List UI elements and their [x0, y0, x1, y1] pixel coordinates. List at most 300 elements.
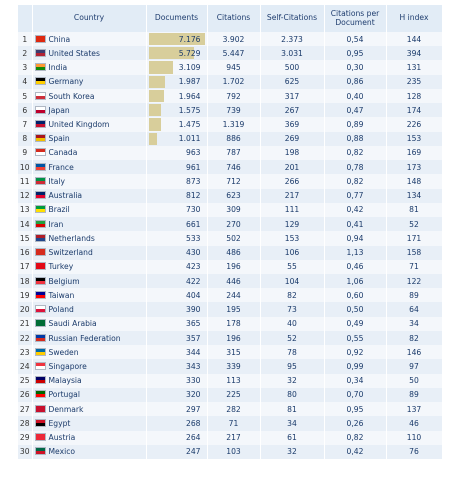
documents-cell [146, 331, 207, 345]
country-name: Malaysia [48, 376, 82, 386]
documents-cell [146, 189, 207, 203]
header-country[interactable]: Country [32, 5, 146, 32]
h-index-cell: 173 [386, 160, 442, 174]
citations-cell: 787 [207, 146, 260, 160]
country-name: Iran [48, 219, 64, 229]
self-citations-cell: 73 [260, 302, 324, 316]
documents-value: 1.987 [178, 77, 201, 87]
citations-per-document-cell: 0,82 [324, 174, 386, 188]
country-cell[interactable] [32, 302, 146, 316]
country-name: India [48, 63, 68, 73]
documents-cell [146, 146, 207, 160]
documents-value: 423 [186, 262, 201, 272]
documents-cell [146, 174, 207, 188]
rank-cell: 8 [18, 132, 32, 146]
self-citations-cell: 317 [260, 89, 324, 103]
country-cell[interactable] [32, 174, 146, 188]
citations-per-document-cell: 0,40 [324, 89, 386, 103]
country-name: Germany [48, 77, 84, 87]
country-flag-icon [35, 447, 46, 455]
country-cell[interactable] [32, 189, 146, 203]
citations-per-document-cell: 0,60 [324, 288, 386, 302]
h-index-cell: 131 [386, 60, 442, 74]
rank-cell: 19 [18, 288, 32, 302]
documents-cell [146, 132, 207, 146]
country-flag-icon [35, 77, 46, 85]
h-index-cell: 169 [386, 146, 442, 160]
self-citations-cell: 2.373 [260, 32, 324, 46]
table-row[interactable] [18, 388, 442, 402]
self-citations-cell: 95 [260, 359, 324, 373]
country-cell[interactable] [32, 32, 146, 46]
table-row[interactable] [18, 132, 442, 146]
documents-bar [149, 190, 155, 202]
h-index-cell: 171 [386, 231, 442, 245]
country-name: Italy [48, 176, 65, 186]
documents-value: 344 [186, 347, 201, 357]
citations-cell: 217 [207, 431, 260, 445]
country-name: Egypt [48, 418, 71, 428]
citations-per-document-cell: 0,95 [324, 46, 386, 60]
documents-cell [146, 46, 207, 60]
country-cell[interactable] [32, 89, 146, 103]
country-cell[interactable] [32, 331, 146, 345]
citations-cell: 502 [207, 231, 260, 245]
table-row[interactable] [18, 445, 442, 459]
citations-per-document-cell: 0,77 [324, 189, 386, 203]
table-row[interactable] [18, 416, 442, 430]
documents-value: 730 [186, 205, 201, 215]
h-index-cell: 226 [386, 117, 442, 131]
h-index-cell: 148 [386, 174, 442, 188]
citations-cell: 339 [207, 359, 260, 373]
self-citations-cell: 40 [260, 317, 324, 331]
documents-bar [149, 218, 154, 230]
table-row[interactable] [18, 146, 442, 160]
country-name: Spain [48, 134, 70, 144]
country-cell[interactable] [32, 217, 146, 231]
rank-cell: 10 [18, 160, 32, 174]
h-index-cell: 64 [386, 302, 442, 316]
table-row[interactable] [18, 32, 442, 46]
documents-bar [149, 204, 155, 216]
rank-cell: 24 [18, 359, 32, 373]
country-cell[interactable] [32, 416, 146, 430]
rank-cell: 2 [18, 46, 32, 60]
documents-bar [149, 432, 151, 444]
citations-cell: 195 [207, 302, 260, 316]
rank-cell: 9 [18, 146, 32, 160]
citations-per-document-cell: 0,42 [324, 445, 386, 459]
table-row[interactable] [18, 203, 442, 217]
country-name: United Kingdom [48, 120, 110, 130]
h-index-cell: 81 [386, 203, 442, 217]
h-index-cell: 394 [386, 46, 442, 60]
country-name: Sweden [48, 347, 79, 357]
citations-cell: 623 [207, 189, 260, 203]
documents-cell [146, 274, 207, 288]
citations-cell: 244 [207, 288, 260, 302]
country-name: China [48, 34, 71, 44]
citations-per-document-cell: 0,89 [324, 117, 386, 131]
country-cell[interactable] [32, 132, 146, 146]
country-flag-icon [35, 433, 46, 441]
h-index-cell: 134 [386, 189, 442, 203]
table-row[interactable] [18, 260, 442, 274]
citations-per-document-cell: 0,46 [324, 260, 386, 274]
documents-cell [146, 374, 207, 388]
documents-cell [146, 89, 207, 103]
documents-cell [146, 416, 207, 430]
citations-per-document-cell: 0,94 [324, 231, 386, 245]
country-name: Brazil [48, 205, 70, 215]
table-row[interactable] [18, 103, 442, 117]
self-citations-cell: 78 [260, 345, 324, 359]
documents-cell [146, 302, 207, 316]
table-row[interactable] [18, 274, 442, 288]
documents-bar [149, 175, 156, 187]
country-flag-icon [35, 35, 46, 43]
rank-cell: 12 [18, 189, 32, 203]
h-index-cell: 137 [386, 402, 442, 416]
country-cell[interactable] [32, 75, 146, 89]
documents-bar [149, 303, 152, 315]
citations-per-document-cell: 0,41 [324, 217, 386, 231]
header-documents[interactable]: Documents [146, 5, 207, 32]
country-name: Poland [48, 305, 74, 315]
documents-value: 963 [186, 148, 201, 158]
citations-per-document-cell: 0,55 [324, 331, 386, 345]
country-cell[interactable] [32, 431, 146, 445]
table-row[interactable] [18, 217, 442, 231]
h-index-cell: 146 [386, 345, 442, 359]
country-flag-icon [35, 419, 46, 427]
table-row[interactable] [18, 302, 442, 316]
self-citations-cell: 61 [260, 431, 324, 445]
citations-per-document-cell: 0,92 [324, 345, 386, 359]
h-index-cell: 50 [386, 374, 442, 388]
table-row[interactable] [18, 345, 442, 359]
country-name: South Korea [48, 91, 95, 101]
documents-bar [149, 417, 151, 429]
documents-cell [146, 203, 207, 217]
documents-value: 533 [186, 233, 201, 243]
table-row[interactable] [18, 46, 442, 60]
h-index-cell: 71 [386, 260, 442, 274]
self-citations-cell: 104 [260, 274, 324, 288]
self-citations-cell: 153 [260, 231, 324, 245]
country-cell[interactable] [32, 388, 146, 402]
documents-value: 404 [186, 290, 201, 300]
rank-cell: 3 [18, 60, 32, 74]
citations-per-document-cell: 0,86 [324, 75, 386, 89]
citations-cell: 446 [207, 274, 260, 288]
documents-bar [149, 318, 152, 330]
h-index-cell: 82 [386, 331, 442, 345]
documents-cell [146, 217, 207, 231]
h-index-cell: 97 [386, 359, 442, 373]
citations-per-document-cell: 0,42 [324, 203, 386, 217]
self-citations-cell: 32 [260, 374, 324, 388]
documents-bar [149, 61, 173, 73]
documents-cell [146, 75, 207, 89]
country-flag-icon [35, 390, 46, 398]
rank-cell: 30 [18, 445, 32, 459]
country-flag-icon [35, 148, 46, 156]
self-citations-cell: 369 [260, 117, 324, 131]
citations-cell: 71 [207, 416, 260, 430]
header-h-index[interactable]: H index [386, 5, 442, 32]
country-flag-icon [35, 376, 46, 384]
table-row[interactable] [18, 246, 442, 260]
country-cell[interactable] [32, 274, 146, 288]
documents-cell [146, 103, 207, 117]
country-name: France [48, 162, 74, 172]
country-name: Switzerland [48, 248, 93, 258]
table-row[interactable] [18, 75, 442, 89]
self-citations-cell: 267 [260, 103, 324, 117]
table-row[interactable] [18, 60, 442, 74]
documents-bar [149, 104, 161, 116]
country-flag-icon [35, 348, 46, 356]
documents-cell [146, 359, 207, 373]
documents-cell [146, 60, 207, 74]
citations-cell: 1.702 [207, 75, 260, 89]
citations-per-document-cell: 0,26 [324, 416, 386, 430]
country-flag-icon [35, 63, 46, 71]
rank-cell: 21 [18, 317, 32, 331]
country-cell[interactable] [32, 359, 146, 373]
documents-cell [146, 246, 207, 260]
table-row[interactable] [18, 331, 442, 345]
self-citations-cell: 198 [260, 146, 324, 160]
country-name: United States [48, 48, 100, 58]
table-row[interactable] [18, 174, 442, 188]
country-name: Denmark [48, 404, 84, 414]
self-citations-cell: 52 [260, 331, 324, 345]
documents-bar [149, 375, 152, 387]
country-name: Australia [48, 191, 83, 201]
citations-per-document-cell: 0,50 [324, 302, 386, 316]
table-row[interactable] [18, 374, 442, 388]
country-cell[interactable] [32, 445, 146, 459]
rank-cell: 6 [18, 103, 32, 117]
country-name: Russian Federation [48, 333, 121, 343]
citations-cell: 282 [207, 402, 260, 416]
header-self-citations[interactable]: Self-Citations [260, 5, 324, 32]
documents-cell [146, 32, 207, 46]
rank-cell: 16 [18, 246, 32, 260]
documents-bar [149, 446, 151, 458]
self-citations-cell: 625 [260, 75, 324, 89]
h-index-cell: 89 [386, 288, 442, 302]
country-name: Canada [48, 148, 78, 158]
country-ranking-table-container [18, 5, 442, 459]
citations-per-document-cell: 0,78 [324, 160, 386, 174]
self-citations-cell: 217 [260, 189, 324, 203]
documents-bar [149, 247, 152, 259]
header-citations-per-document[interactable]: Citations per Document [324, 5, 386, 32]
citations-per-document-cell: 0,95 [324, 402, 386, 416]
citations-cell: 746 [207, 160, 260, 174]
rank-cell: 1 [18, 32, 32, 46]
citations-per-document-cell: 0,47 [324, 103, 386, 117]
country-flag-icon [35, 92, 46, 100]
h-index-cell: 52 [386, 217, 442, 231]
citations-per-document-cell: 0,70 [324, 388, 386, 402]
country-flag-icon [35, 234, 46, 242]
h-index-cell: 122 [386, 274, 442, 288]
table-row[interactable] [18, 231, 442, 245]
table-row[interactable] [18, 160, 442, 174]
citations-cell: 315 [207, 345, 260, 359]
country-cell[interactable] [32, 260, 146, 274]
country-name: Taiwan [48, 290, 75, 300]
country-flag-icon [35, 49, 46, 57]
documents-value: 7.176 [178, 34, 201, 44]
country-cell[interactable] [32, 146, 146, 160]
country-flag-icon [35, 262, 46, 270]
self-citations-cell: 266 [260, 174, 324, 188]
country-cell[interactable] [32, 103, 146, 117]
documents-value: 5.729 [178, 48, 201, 58]
documents-bar [149, 161, 156, 173]
citations-per-document-cell: 0,30 [324, 60, 386, 74]
documents-bar [149, 403, 151, 415]
documents-bar [149, 133, 157, 145]
self-citations-cell: 3.031 [260, 46, 324, 60]
country-flag-icon [35, 177, 46, 185]
country-flag-icon [35, 205, 46, 213]
country-flag-icon [35, 405, 46, 413]
rank-cell: 5 [18, 89, 32, 103]
documents-bar [149, 275, 152, 287]
table-row[interactable] [18, 431, 442, 445]
documents-bar [149, 332, 152, 344]
rank-cell: 20 [18, 302, 32, 316]
rank-cell: 22 [18, 331, 32, 345]
country-flag-icon [35, 305, 46, 313]
citations-cell: 792 [207, 89, 260, 103]
documents-value: 430 [186, 248, 201, 258]
h-index-cell: 235 [386, 75, 442, 89]
documents-bar [149, 90, 164, 102]
country-cell[interactable] [32, 374, 146, 388]
header-rank [18, 5, 32, 32]
citations-per-document-cell: 0,54 [324, 32, 386, 46]
citations-cell: 225 [207, 388, 260, 402]
documents-cell [146, 388, 207, 402]
country-flag-icon [35, 319, 46, 327]
rank-cell: 18 [18, 274, 32, 288]
documents-value: 247 [186, 447, 201, 457]
self-citations-cell: 201 [260, 160, 324, 174]
country-name: Saudi Arabia [48, 319, 97, 329]
citations-per-document-cell: 0,99 [324, 359, 386, 373]
country-cell[interactable] [32, 288, 146, 302]
citations-cell: 945 [207, 60, 260, 74]
country-name: Belgium [48, 276, 80, 286]
documents-value: 357 [186, 333, 201, 343]
citations-cell: 178 [207, 317, 260, 331]
rank-cell: 17 [18, 260, 32, 274]
country-cell[interactable] [32, 117, 146, 131]
h-index-cell: 110 [386, 431, 442, 445]
citations-per-document-cell: 0,49 [324, 317, 386, 331]
documents-value: 330 [186, 376, 201, 386]
country-flag-icon [35, 291, 46, 299]
country-cell[interactable] [32, 317, 146, 331]
documents-value: 661 [186, 219, 201, 229]
country-cell[interactable] [32, 160, 146, 174]
documents-value: 320 [186, 390, 201, 400]
documents-value: 422 [186, 276, 201, 286]
self-citations-cell: 269 [260, 132, 324, 146]
header-citations[interactable]: Citations [207, 5, 260, 32]
country-cell[interactable] [32, 402, 146, 416]
documents-bar [149, 389, 151, 401]
country-cell[interactable] [32, 345, 146, 359]
documents-value: 365 [186, 319, 201, 329]
documents-cell [146, 260, 207, 274]
table-row[interactable] [18, 402, 442, 416]
rank-cell: 27 [18, 402, 32, 416]
country-flag-icon [35, 106, 46, 114]
table-row[interactable] [18, 359, 442, 373]
country-cell[interactable] [32, 246, 146, 260]
citations-cell: 270 [207, 217, 260, 231]
citations-cell: 5.447 [207, 46, 260, 60]
table-row[interactable] [18, 189, 442, 203]
country-cell[interactable] [32, 231, 146, 245]
table-body [18, 32, 442, 459]
country-flag-icon [35, 134, 46, 142]
h-index-cell: 46 [386, 416, 442, 430]
documents-cell [146, 317, 207, 331]
country-cell[interactable] [32, 46, 146, 60]
citations-cell: 739 [207, 103, 260, 117]
documents-value: 297 [186, 404, 201, 414]
documents-cell [146, 231, 207, 245]
table-row[interactable] [18, 117, 442, 131]
documents-value: 343 [186, 362, 201, 371]
table-row[interactable] [18, 89, 442, 103]
country-cell[interactable] [32, 203, 146, 217]
country-name: Turkey [48, 262, 74, 272]
self-citations-cell: 32 [260, 445, 324, 459]
citations-cell: 3.902 [207, 32, 260, 46]
rank-cell: 23 [18, 345, 32, 359]
citations-cell: 486 [207, 246, 260, 260]
citations-cell: 1.319 [207, 117, 260, 131]
h-index-cell: 158 [386, 246, 442, 260]
documents-bar [149, 76, 165, 88]
documents-cell [146, 345, 207, 359]
self-citations-cell: 82 [260, 288, 324, 302]
table-row[interactable] [18, 288, 442, 302]
h-index-cell: 144 [386, 32, 442, 46]
country-flag-icon [35, 334, 46, 342]
documents-cell [146, 402, 207, 416]
country-ranking-table [18, 5, 443, 459]
citations-cell: 196 [207, 260, 260, 274]
country-flag-icon [35, 362, 46, 370]
documents-cell [146, 288, 207, 302]
table-row[interactable] [18, 317, 442, 331]
country-cell[interactable] [32, 60, 146, 74]
h-index-cell: 174 [386, 103, 442, 117]
documents-cell [146, 431, 207, 445]
